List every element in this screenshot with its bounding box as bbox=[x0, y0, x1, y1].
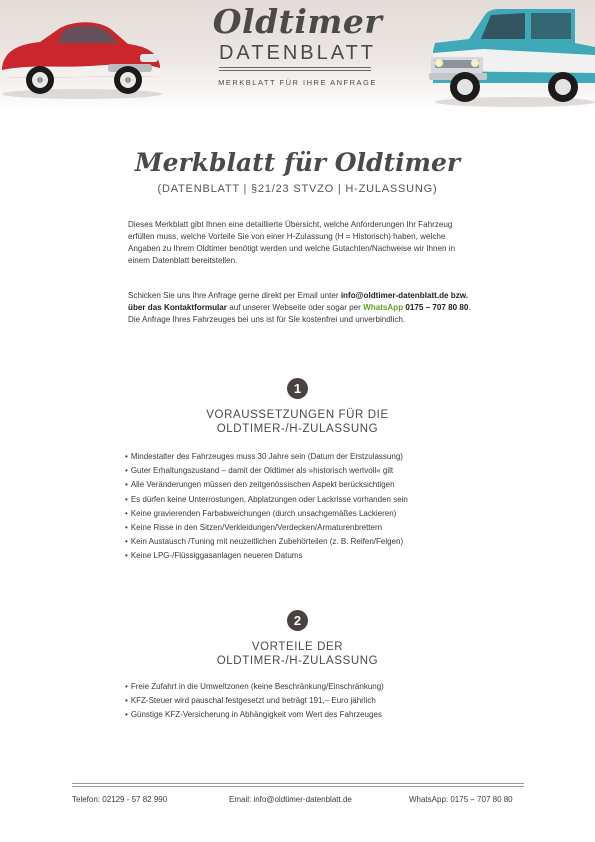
list-item: • Günstige KFZ-Versicherung in Abhängigkeit vom Wert des Fahrzeuges bbox=[125, 708, 384, 722]
footer-divider-top bbox=[72, 783, 524, 784]
section-number-badge: 1 bbox=[287, 378, 308, 399]
list-item: • Es dürfen keine Unterrostungen, Abplatzungen oder Lackrisse vorhanden sein bbox=[125, 493, 408, 507]
requirements-list bbox=[125, 450, 408, 564]
whatsapp-phone[interactable]: 0175 – 707 80 80 bbox=[403, 303, 469, 312]
document-subtitle: (DATENBLATT | §21/23 STVZO | H-ZULASSUNG) bbox=[157, 183, 438, 195]
brand-divider-top bbox=[219, 67, 371, 68]
list-item: • Keine LPG-/Flüssiggasanlagen neueren Datums bbox=[125, 549, 408, 563]
document-title: Merkblatt für Oldtimer bbox=[134, 148, 461, 177]
list-item: • Guter Erhaltungszustand – damit der Oldtimer als »historisch wertvoll« gilt bbox=[125, 464, 408, 478]
contact-text-1: Schicken Sie uns Ihre Anfrage gerne direkt per Email unter bbox=[128, 291, 341, 300]
list-item: • Keine gravierenden Farbabweichungen (durch unsachgemäßes Lackieren) bbox=[125, 507, 408, 521]
list-item: • Alle Veränderungen müssen den zeitgenössischen Aspekt berücksichtigen bbox=[125, 478, 408, 492]
footer-whatsapp[interactable]: WhatsApp: 0175 – 707 80 80 bbox=[409, 795, 513, 804]
brand-divider-bottom bbox=[219, 70, 371, 71]
section2-heading-line1: VORTEILE DER bbox=[251, 641, 344, 653]
section1-heading-line1: VORAUSSETZUNGEN FÜR DIE bbox=[206, 409, 389, 421]
section2-heading bbox=[0, 640, 595, 668]
intro-paragraph: Dieses Merkblatt gibt Ihnen eine detaillierte Übersicht, welche Anforderungen Ihr Fahrzeug erfüllen muss, welche Vorteile Sie von einer H-Zulassung (H = Historisch) haben, welche Angaben zu Ihrem Oldtimer benötigt werden und welche Gutachten/Nachweise wir Ihnen in einem Datenblatt bereitstellen. bbox=[128, 220, 456, 265]
contact-text-2: bzw. über das Kontaktformular bbox=[128, 291, 469, 312]
list-item: • Keine Risse in den Sitzen/Verkleidungen/Verdecken/Armaturenbrettern bbox=[125, 521, 408, 535]
section-number-badge: 2 bbox=[287, 610, 308, 631]
list-item: • Mindestalter des Fahrzeuges muss 30 Jahre sein (Datum der Erstzulassung) bbox=[125, 450, 408, 464]
section1-heading-line2: OLDTIMER-/H-ZULASSUNG bbox=[216, 423, 379, 435]
list-item: • Kein Austausch /Tuning mit neuzeitlichen Zubehörteilen (z. B. Reifen/Felgen) bbox=[125, 535, 408, 549]
section1-heading bbox=[0, 408, 595, 436]
footer-divider-bottom bbox=[72, 786, 524, 787]
brand-tagline: MERKBLATT FÜR IHRE ANFRAGE bbox=[218, 78, 377, 87]
footer-email[interactable]: Email: info@oldtimer-datenblatt.de bbox=[229, 795, 352, 804]
brand-title: Oldtimer bbox=[212, 2, 383, 41]
contact-email-link[interactable]: info@oldtimer-datenblatt.de bbox=[340, 291, 449, 300]
contact-text-3: auf unserer Webseite oder sogar per bbox=[229, 303, 364, 312]
blue-pickup-truck-image bbox=[425, 3, 595, 108]
footer-phone: Telefon: 02129 - 57 82 990 bbox=[72, 795, 168, 804]
contact-text-4: . Die Anfrage Ihres Fahrzeuges bei uns ist für Sie kostenfrei und unverbindlich. bbox=[128, 303, 471, 324]
whatsapp-label[interactable]: WhatsApp bbox=[363, 303, 404, 312]
benefits-list bbox=[125, 680, 384, 723]
brand-subtitle: DATENBLATT bbox=[218, 42, 377, 64]
list-item: • KFZ-Steuer wird pauschal festgesetzt und beträgt 191,– Euro jährlich bbox=[125, 694, 384, 708]
contact-paragraph bbox=[128, 290, 473, 326]
list-item: • Freie Zufahrt in die Umweltzonen (keine Beschränkung/Einschränkung) bbox=[125, 680, 384, 694]
section2-heading-line2: OLDTIMER-/H-ZULASSUNG bbox=[216, 655, 379, 667]
header-banner bbox=[0, 0, 595, 112]
